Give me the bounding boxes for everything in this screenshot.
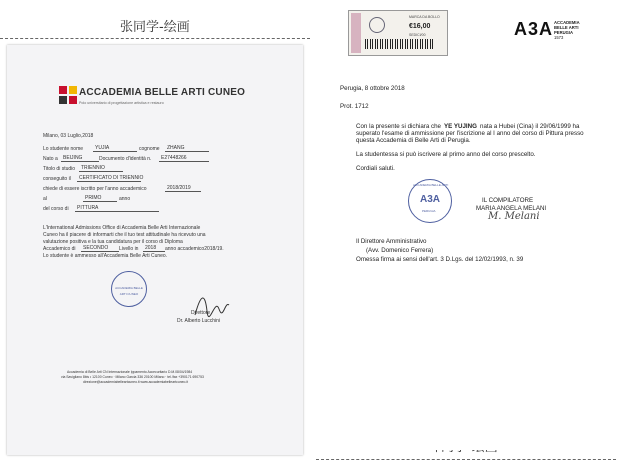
logo-year: 1573 — [554, 35, 564, 40]
para1-b: nata a Hubei (Cina) il 29/06/1999 ha — [480, 123, 580, 130]
footer-line-3: direzione@accademiabelleartcuneo.it www.accademiabelleartcuneo.it — [83, 380, 189, 384]
body-line-3: valutazione positiva e la tua candidatura per il corso di Diploma — [43, 239, 183, 245]
divider-bottom — [316, 459, 616, 460]
label-corso: del corso di — [43, 206, 69, 212]
field-titolo: TRIENNIO — [79, 165, 123, 172]
perugia-logo-mark: A3A — [514, 19, 554, 39]
label-conseguito: conseguito il — [43, 176, 71, 182]
stamp-text: ACCADEMIA BELLE ARTI — [413, 183, 449, 187]
logo-name-3: PERUGIA — [554, 30, 574, 35]
stamp-mark: A3A — [420, 194, 441, 205]
admission-letter-perugia — [316, 5, 620, 450]
cuneo-stamp — [111, 271, 147, 307]
signature-icon — [191, 291, 231, 326]
label-chiede: chiede di essere iscritto per l'anno accademico — [43, 186, 147, 192]
field-livello: SECONDO — [81, 245, 119, 252]
direttore-label: Direttore — [191, 310, 211, 316]
perugia-stamp — [408, 179, 452, 223]
field-documento: E27448266 — [159, 155, 209, 162]
para1-d: questa Accademia di Belle Arti di Perugia. — [356, 137, 471, 144]
body-line-4a: Accademico di — [43, 246, 76, 252]
barcode-icon — [365, 39, 435, 49]
label-cognome: cognome — [139, 146, 160, 152]
para1-a: Con la presente si dichiara che — [356, 123, 441, 130]
logo-name-2: BELLE ARTI — [554, 25, 579, 30]
stamp-city: PERUGIA — [422, 209, 436, 213]
compilatore-signature: M. Melani — [488, 211, 540, 222]
label-nato: Nato a — [43, 156, 58, 162]
admission-letter-cuneo — [7, 45, 303, 455]
stamp-text: ACCADEMIA BELLE ARTI CUNEO — [115, 286, 143, 296]
caption-top: 张同学-绘画 — [120, 20, 190, 35]
direttore-label: Il Direttore Amministrativo — [356, 238, 427, 245]
label-studente: Lo studente nome — [43, 146, 84, 152]
field-anno2: 2018 — [143, 245, 165, 252]
field-cognome: ZHANG — [165, 145, 209, 152]
direttore-name: Dr. Alberto Lucchini — [177, 318, 221, 324]
para2: La studentessa si può iscrivere al primo anno del corso prescelto. — [356, 151, 536, 158]
field-corso: PITTURA — [75, 205, 159, 212]
field-al: PRIMO — [83, 195, 117, 202]
direttore-name: (Avv. Domenico Ferrera) — [366, 247, 434, 254]
revenue-stamp — [348, 10, 448, 56]
body-line-1: L'International Admissions Office di Accademia Belle Arti Internazionale — [43, 225, 201, 231]
student-name: YE YUJING — [444, 123, 477, 130]
label-documento: Documento d'identità n. — [99, 156, 152, 162]
logo-title: ACCADEMIA BELLE ARTI CUNEO — [79, 87, 246, 98]
field-conseguito: CERTIFICATO DI TRIENNIO — [79, 175, 144, 181]
omessa-firma: Omessa firma ai sensi dell'art. 3 D.Lgs. del 12/02/1993, n. 39 — [356, 256, 524, 263]
body-line-2: Cuneo ha il piacere di informarti che il tuo test attitudinale ha ricevuto una — [43, 232, 206, 238]
field-nato: BEIJING — [61, 155, 99, 162]
letter-date: Perugia, 8 ottobre 2018 — [340, 85, 405, 92]
revenue-value: €16,00 — [409, 23, 431, 30]
place-date: Milano, 03 Luglio,2018 — [43, 133, 94, 139]
body-line-5: Lo studente è ammesso all'Accademia Belle Arti Cuneo. — [43, 253, 168, 259]
compilatore-name: MARIA ANGELA MELANI — [476, 205, 547, 212]
divider-top — [0, 38, 310, 39]
protocol-number: Prot. 1712 — [340, 103, 369, 110]
label-anno: anno — [119, 196, 131, 202]
label-titolo: Titolo di studio — [43, 166, 76, 172]
field-anno-accademico: 2018/2019 — [165, 185, 201, 192]
emblem-icon — [369, 17, 385, 33]
para1-c: superato l'esame di ammissione per l'iscrizione al I anno del corso di Pittura presso — [356, 130, 584, 137]
revenue-sub: SEDICI/00 — [409, 33, 426, 37]
saluti: Cordiali saluti. — [356, 165, 395, 172]
logo-name-1: ACCADEMIA — [554, 20, 580, 25]
field-nome: YUJIA — [93, 145, 137, 152]
logo-subtitle: Polo universitario di progettazione artistica e restauro — [79, 101, 164, 105]
footer-line-1: Accademia di Belle Arti CN Internazionale Ippamento Accecuritario D.M.08/04/1984 — [67, 370, 193, 374]
cuneo-logo-icon — [59, 86, 77, 104]
revenue-label: MARCA DA BOLLO — [409, 15, 440, 19]
body-line-4c: anno accademico2018/19. — [165, 246, 224, 252]
compilatore-label: IL COMPILATORE — [482, 197, 534, 204]
body-line-4b: Livello in — [119, 246, 139, 252]
footer-line-2: via Savigliano 8bis • 12100 Cuneo · Milano Garcia 336 20100 Milano · tel./fax +390171 690753 — [61, 375, 204, 379]
label-al: al — [43, 196, 47, 202]
